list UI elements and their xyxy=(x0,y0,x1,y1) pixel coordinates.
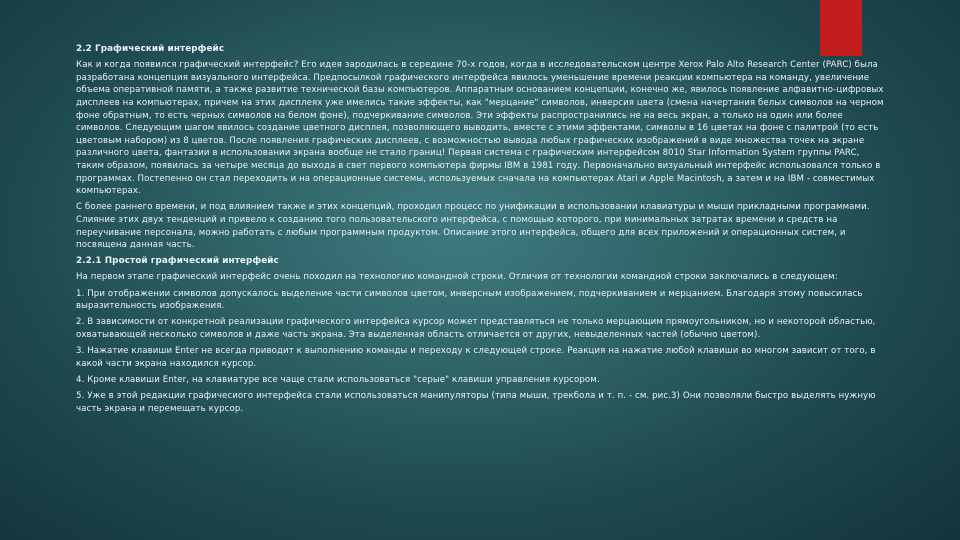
list-item-2: 2. В зависимости от конкретной реализации графического интерфейса курсор может представляться не только мерцающим прямоугольником, но и некоторой областью, охватывающей несколько символов и даже часть экрана. Эта выделенная область отличается от других, невыделенных частей (обычно цветом). xyxy=(76,317,876,341)
slide-content xyxy=(76,43,886,419)
list-item-3: 3. Нажатие клавиши Enter не всегда приводит к выполнению команды и переходу к следующей строке. Реакция на нажатие любой клавиши во многом зависит от того, в какой части экрана находился курсор. xyxy=(76,346,876,369)
paragraph-history: Как и когда появился графический интерфейс? Его идея зародилась в середине 70-х годов, когда в исследовательском центре Xerox Palo Alto Research Center (PARC) была разработана концепция визуального интерфейса. Предпосылкой графического интерфейса явилось уменьшение времени реакции компьютера на команду, увеличение объема оперативной памяти, а также развитие технической базы компьютеров. Аппаратным основанием концепции, конечно же, явилось появление алфавитно-цифровых дисплеев на компьютерах, причем на этих дисплеях уже имелись такие эффекты, как "мерцание" символов, инверсия цвета (смена начертания белых символов на черном фоне обратным, то есть черных символов на белом фоне), подчеркивание символов. Эти эффекты распространились не на весь экран, а только на один или более символов. Следующим шагом явилось создание цветного дисплея, позволяющего выводить, вместе с этими эффектами, символы в 16 цветах на фоне с палитрой (то есть цветовым набором) из 8 цветов. После появления графических дисплеев, с возможностью вывода любых графических изображений в виде множества точек на экране различного цвета, фантазии в использовании экрана вообще не стало границ! Первая система с графическим интерфейсом 8010 Star Information System группы PARC, таким образом, появилась за четыре месяца до выхода в свет первого компьютера фирмы IBM в 1981 году. Первоначально визуальный интерфейс использовался только в программах. Постепенно он стал переходить и на операционные системы, используемых сначала на компьютерах Atari и Apple Macintosh, а затем и на IBM - совместимых компьютерах. xyxy=(76,60,884,197)
paragraph-intro: На первом этапе графический интерфейс очень походил на технологию командной строки. Отличия от технологии командной строки заключались в следующем: xyxy=(76,272,838,283)
section-heading: 2.2 Графический интерфейс xyxy=(76,44,225,54)
paragraph-unification: С более раннего времени, и под влиянием также и этих концепций, проходил процесс по унификации в использовании клавиатуры и мыши прикладными программами. Слияние этих двух тенденций и привело к созданию того пользовательского интерфейса, с помощью которого, при минимальных затратах времени и средств на переучивание персонала, можно работать с любым программным продуктом. Описание этого интерфейса, общего для всех приложений и операционных систем, и посвящена данная часть. xyxy=(76,202,870,251)
list-item-4: 4. Кроме клавиши Enter, на клавиатуре все чаще стали использоваться "серые" клавиши управления курсором. xyxy=(76,375,600,385)
list-item-5: 5. Уже в этой редакции графичесиого интерфейса стали использоваться манипуляторы (типа мыши, трекбола и т. п. - см. рис.3) Они позволяли быстро выделять нужную часть экрана и перемещать курсор. xyxy=(76,391,876,414)
list-item-1: 1. При отображении символов допускалось выделение части символов цветом, инверсным изображением, подчеркиванием и мерцанием. Благодаря этому повысилась выразительность изображения. xyxy=(76,288,863,312)
subsection-heading: 2.2.1 Простой графический интерфейс xyxy=(76,256,279,267)
